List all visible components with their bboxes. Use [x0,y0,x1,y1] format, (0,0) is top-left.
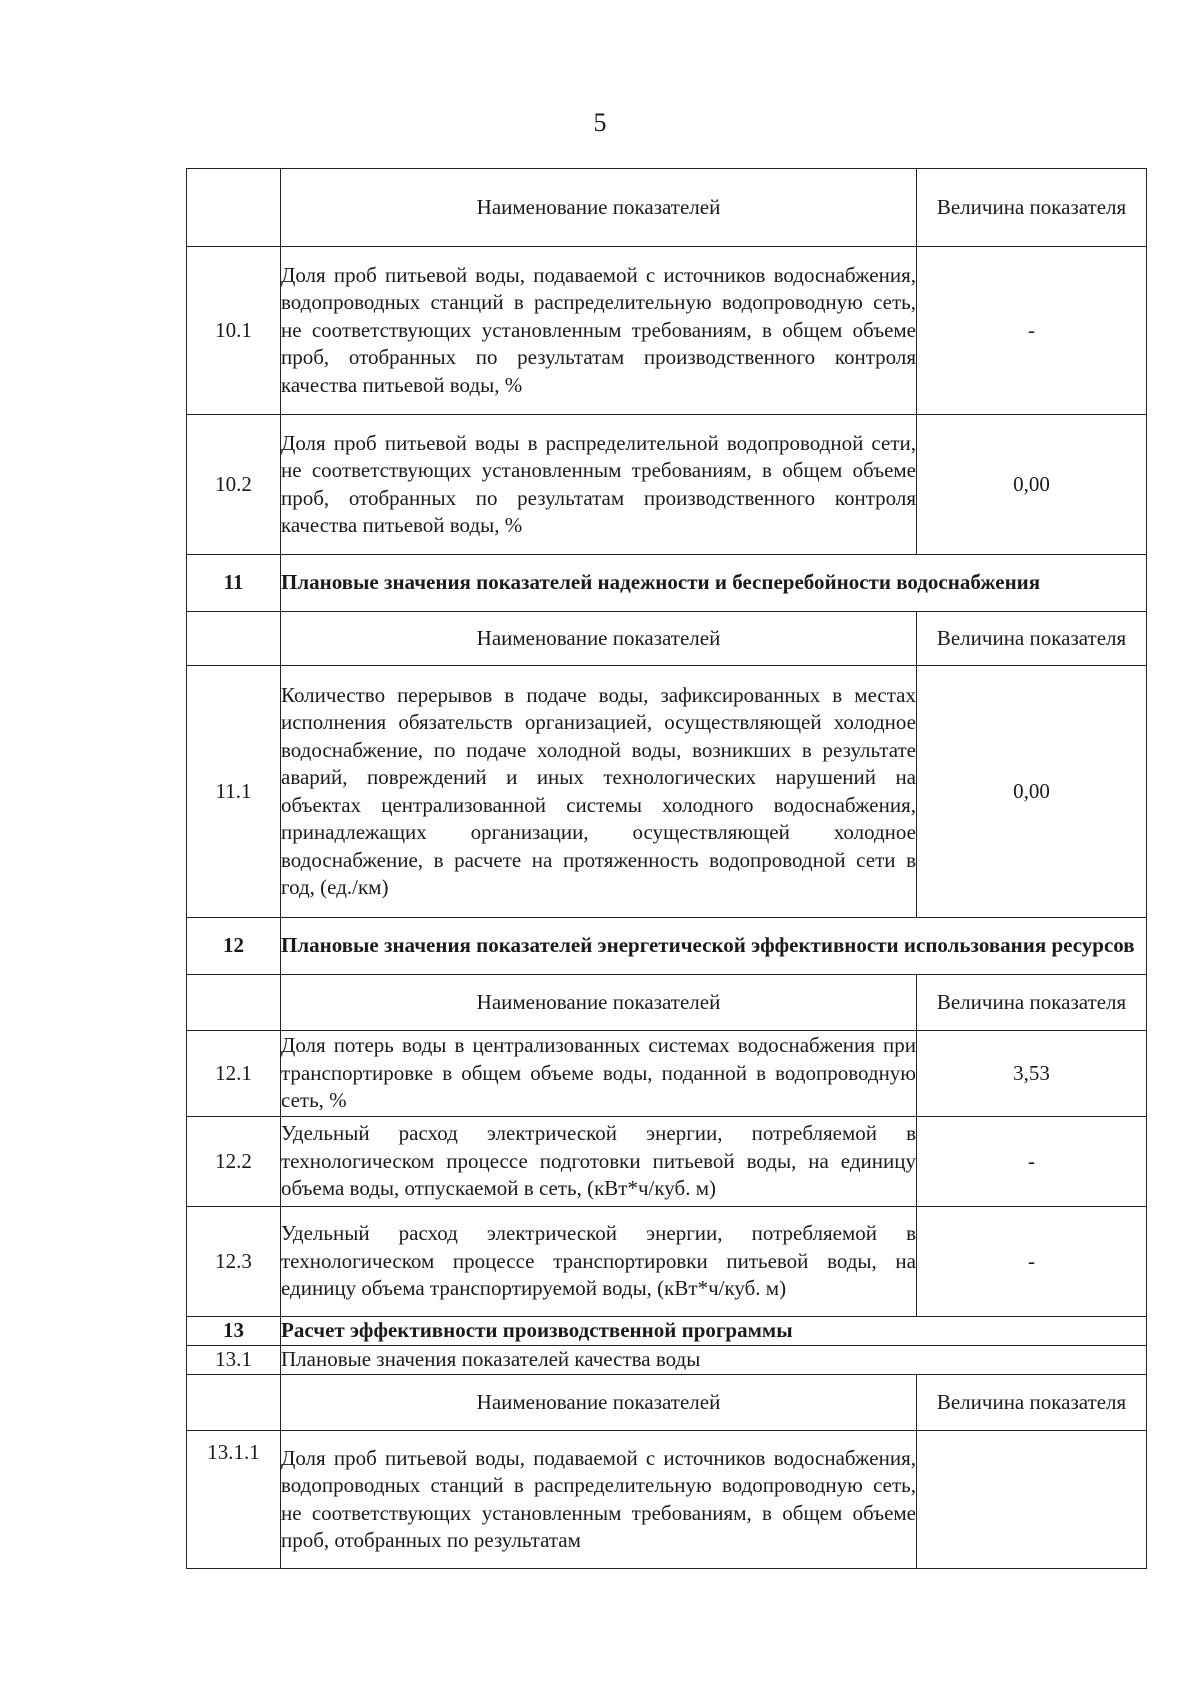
table-header-row [187,169,1147,247]
section-number: 13 [187,1317,281,1346]
row-indicator-name: Удельный расход электрической энергии, потребляемой в технологическом процессе подготовки питьевой воды, на единицу объема воды, отпускаемой в сеть, (кВт*ч/куб. м) [281,1117,917,1207]
header-num-cell [187,169,281,247]
row-number: 10.1 [187,247,281,415]
header-num-cell [187,975,281,1031]
section-row [187,1317,1147,1346]
table-row [187,666,1147,918]
row-indicator-name: Количество перерывов в подаче воды, зафиксированных в местах исполнения обязательств организацией, осуществляющей холодное водоснабжение, по подаче холодной воды, возникших в результате аварий, повреждений и иных технологических нарушений на объектах централизованной системы холодного водоснабжения, принадлежащих организации, осуществляющей холодное водоснабжение, в расчете на протяженность водопроводной сети в год, (ед./км) [281,666,917,918]
row-indicator-name: Удельный расход электрической энергии, потребляемой в технологическом процессе транспортировки питьевой воды, на единицу объема транспортируемой воды, (кВт*ч/куб. м) [281,1207,917,1317]
section-number: 12 [187,918,281,975]
header-value-cell: Величина показателя [917,612,1147,666]
row-number: 12.3 [187,1207,281,1317]
row-indicator-name: Доля потерь воды в централизованных системах водоснабжения при транспортировке в общем объеме воды, поданной в водопроводную сеть, % [281,1031,917,1117]
row-indicator-value: 0,00 [917,415,1147,555]
row-number: 12.1 [187,1031,281,1117]
section-number: 11 [187,555,281,612]
header-name-cell: Наименование показателей [281,169,917,247]
row-indicator-value: 0,00 [917,666,1147,918]
table-row [187,415,1147,555]
table-row [187,1431,1147,1569]
row-number: 12.2 [187,1117,281,1207]
header-value-cell: Величина показателя [917,1375,1147,1431]
header-name-cell: Наименование показателей [281,975,917,1031]
row-indicator-name: Доля проб питьевой воды, подаваемой с источников водоснабжения, водопроводных станций в распределительную водопроводную сеть, не соответствующих установленным требованиям, в общем объеме проб, отобранных по результатам [281,1431,917,1569]
row-number: 13.1.1 [187,1431,281,1569]
table-row [187,1117,1147,1207]
table-header-row [187,1375,1147,1431]
table-row [187,247,1147,415]
indicators-table [186,168,1147,1569]
row-indicator-name: Доля проб питьевой воды в распределительной водопроводной сети, не соответствующих установленным требованиям, в общем объеме проб, отобранных по результатам производственного контроля качества питьевой воды, % [281,415,917,555]
row-number: 11.1 [187,666,281,918]
section-title: Плановые значения показателей надежности и бесперебойности водоснабжения [281,555,1147,612]
section-title: Расчет эффективности производственной программы [281,1317,1147,1346]
header-num-cell [187,612,281,666]
table-row [187,1207,1147,1317]
subsection-title: Плановые значения показателей качества воды [281,1346,1147,1375]
table-row [187,1031,1147,1117]
row-indicator-value: - [917,1207,1147,1317]
page-number: 5 [593,108,607,137]
row-indicator-value: - [917,247,1147,415]
header-value-cell: Величина показателя [917,169,1147,247]
table-header-row [187,612,1147,666]
row-indicator-value: 3,53 [917,1031,1147,1117]
header-num-cell [187,1375,281,1431]
header-name-cell: Наименование показателей [281,612,917,666]
section-row [187,918,1147,975]
section-title: Плановые значения показателей энергетической эффективности использования ресурсов [281,918,1147,975]
subsection-number: 13.1 [187,1346,281,1375]
row-indicator-value [917,1431,1147,1569]
table-header-row [187,975,1147,1031]
row-indicator-name: Доля проб питьевой воды, подаваемой с источников водоснабжения, водопроводных станций в распределительную водопроводную сеть, не соответствующих установленным требованиям, в общем объеме проб, отобранных по результатам производственного контроля качества питьевой воды, % [281,247,917,415]
subsection-row [187,1346,1147,1375]
header-name-cell: Наименование показателей [281,1375,917,1431]
row-indicator-value: - [917,1117,1147,1207]
header-value-cell: Величина показателя [917,975,1147,1031]
row-number: 10.2 [187,415,281,555]
section-row [187,555,1147,612]
